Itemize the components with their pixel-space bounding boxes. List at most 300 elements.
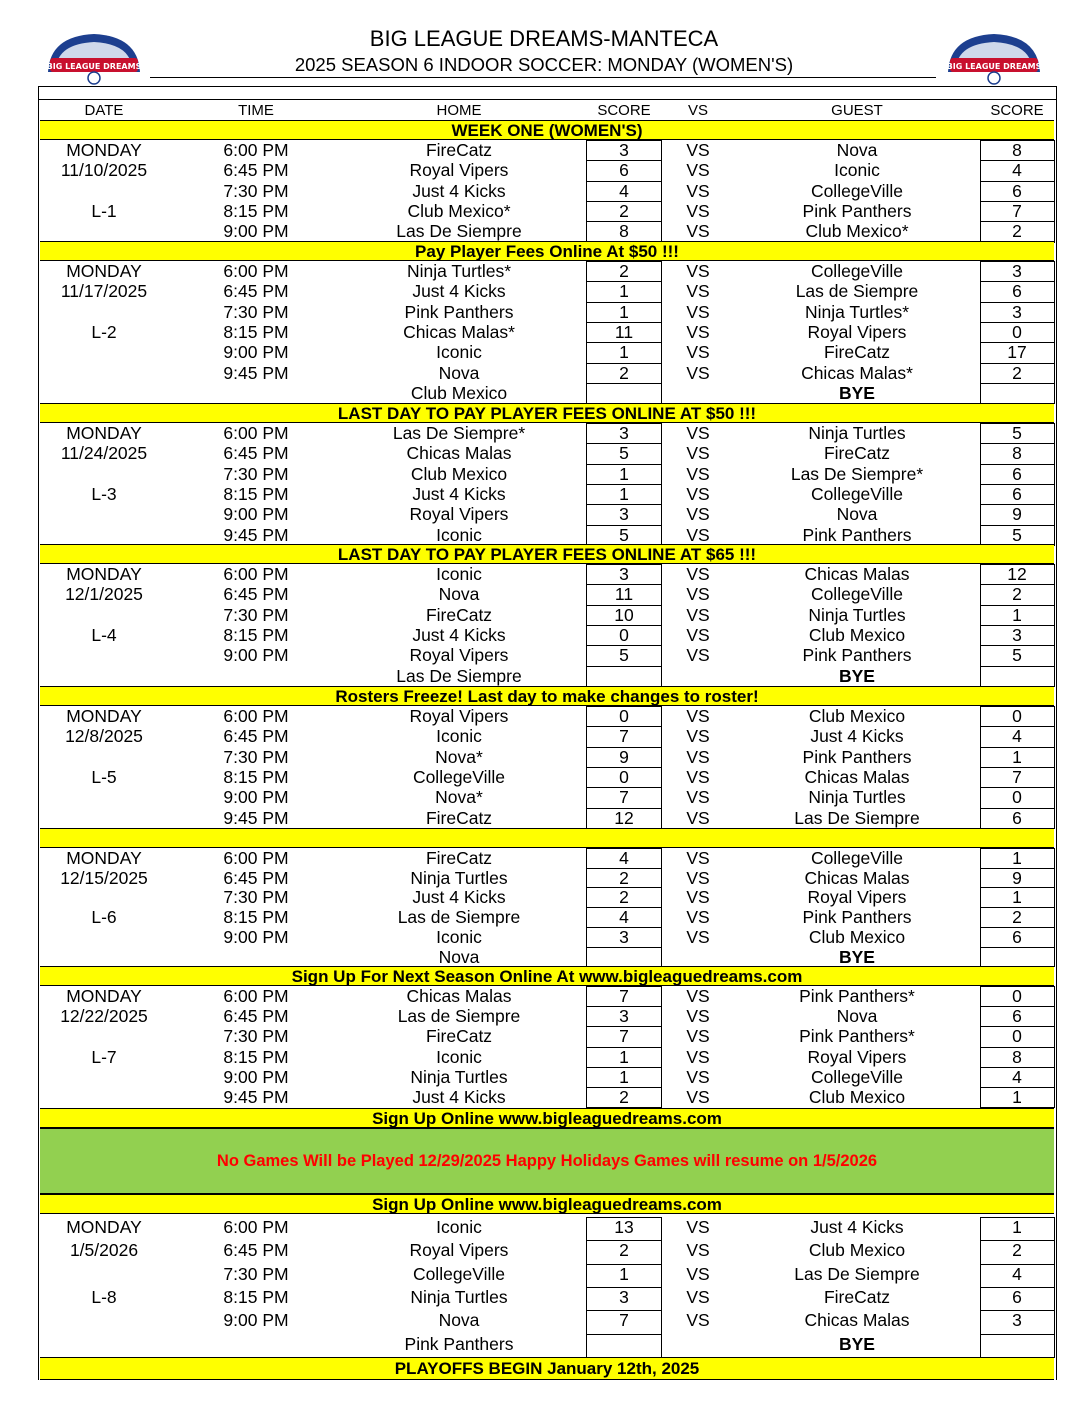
score-cell-rule: [980, 767, 1055, 768]
bye-team: Pink Panthers: [404, 1333, 514, 1354]
score-cell-rule: [586, 281, 662, 282]
score-cell-rule: [586, 201, 662, 202]
guest-score: 9: [1012, 504, 1022, 525]
home-score: 3: [619, 140, 629, 160]
home-score: 1: [619, 281, 629, 302]
vs-label: VS: [686, 524, 710, 545]
guest-team: Club Mexico: [808, 926, 906, 947]
game-time: 9:00 PM: [223, 1066, 289, 1087]
game-time: 8:15 PM: [223, 321, 289, 342]
home-score: 0: [619, 624, 629, 645]
score-cell-rule: [980, 605, 1055, 606]
guest-team: CollegeVille: [810, 1066, 904, 1087]
game-time: 6:45 PM: [223, 584, 289, 605]
score-cell-rule: [980, 584, 1055, 585]
guest-score: 6: [1012, 807, 1022, 828]
guest-team: Ninja Turtles: [808, 423, 906, 443]
guest-team: Las De Siempre: [794, 807, 920, 828]
column-header-5: GUEST: [831, 102, 883, 119]
score-cell-rule: [586, 605, 662, 606]
bye-row: [0, 666, 1088, 686]
column-header-2: HOME: [436, 102, 482, 119]
guest-score: 3: [1012, 1310, 1022, 1331]
game-day: MONDAY: [66, 986, 142, 1006]
guest-score: 0: [1012, 1026, 1022, 1047]
home-team: Chicas Malas: [406, 986, 512, 1006]
vs-label: VS: [686, 321, 710, 342]
game-time: 7:30 PM: [223, 301, 289, 322]
game-time: 6:00 PM: [223, 986, 289, 1006]
game-row: [0, 787, 1088, 807]
home-score: 1: [619, 342, 629, 363]
score-cell-rule: [586, 1026, 662, 1027]
guest-team: Chicas Malas: [804, 867, 910, 888]
score-cell-rule: [980, 383, 1055, 384]
guest-score: 1: [1012, 848, 1022, 868]
game-time: 7:30 PM: [223, 746, 289, 767]
game-time: 9:00 PM: [223, 221, 289, 242]
score-cell-rule: [980, 363, 1055, 364]
game-date: 11/24/2025: [60, 443, 148, 464]
game-date: 11/10/2025: [60, 160, 148, 181]
section-banner: Sign Up Online www.bigleaguedreams.com: [40, 1194, 1054, 1214]
home-team: Iconic: [436, 1046, 482, 1067]
vs-label: VS: [686, 807, 710, 828]
home-team: Just 4 Kicks: [412, 1087, 506, 1107]
guest-team: Chicas Malas: [804, 1310, 910, 1331]
game-row: [0, 645, 1088, 665]
vs-label: VS: [686, 726, 710, 747]
vs-label: VS: [686, 848, 710, 868]
home-score: 2: [619, 887, 629, 908]
game-row: [0, 504, 1088, 524]
score-cell-rule: [980, 747, 1055, 748]
guest-team: Pink Panthers*: [799, 986, 915, 1006]
guest-score: 1: [1012, 746, 1022, 767]
score-cell-rule: [586, 484, 662, 485]
home-team: Just 4 Kicks: [412, 887, 506, 908]
score-cell-rule: [586, 464, 662, 465]
home-score: 3: [619, 926, 629, 947]
guest-score: 1: [1012, 604, 1022, 625]
home-score: 2: [619, 1240, 629, 1261]
vs-label: VS: [686, 483, 710, 504]
game-time: 8:15 PM: [223, 766, 289, 787]
guest-team: Royal Vipers: [807, 1046, 907, 1067]
league-week-label: L-5: [91, 766, 117, 787]
game-row: [0, 887, 1088, 907]
home-team: Nova: [438, 584, 480, 605]
score-cell-rule: [586, 907, 662, 908]
home-team: Pink Panthers: [404, 301, 514, 322]
guest-score: 5: [1012, 524, 1022, 545]
guest-score: 5: [1012, 645, 1022, 666]
game-day: MONDAY: [66, 1217, 142, 1237]
game-row: [0, 1087, 1088, 1107]
home-team: Iconic: [436, 524, 482, 545]
guest-score: 6: [1012, 463, 1022, 484]
home-score: 2: [619, 1087, 629, 1107]
score-cell-rule: [586, 767, 662, 768]
score-cell-rule: [586, 525, 662, 526]
score-cell-rule: [980, 1310, 1055, 1311]
home-score: 2: [619, 261, 629, 281]
guest-team: CollegeVille: [810, 584, 904, 605]
game-row: [0, 140, 1088, 160]
game-time: 9:00 PM: [223, 787, 289, 808]
section-banner: LAST DAY TO PAY PLAYER FEES ONLINE AT $65 !!!: [40, 544, 1054, 564]
score-cell-rule: [586, 160, 662, 161]
guest-score: 8: [1012, 1046, 1022, 1067]
game-time: 6:00 PM: [223, 140, 289, 160]
home-score: 5: [619, 524, 629, 545]
guest-score: 6: [1012, 1006, 1022, 1027]
game-time: 9:00 PM: [223, 342, 289, 363]
guest-team: CollegeVille: [810, 261, 904, 281]
home-score-column: [586, 140, 662, 243]
game-row: [0, 221, 1088, 241]
home-team: FireCatz: [425, 604, 493, 625]
home-team: Las de Siempre: [397, 1006, 521, 1027]
vs-label: VS: [686, 1263, 710, 1284]
game-day: MONDAY: [66, 848, 142, 868]
game-row: [0, 363, 1088, 383]
game-row: [0, 1026, 1088, 1046]
guest-score: 2: [1012, 1240, 1022, 1261]
game-row: [0, 342, 1088, 362]
guest-score: 12: [1007, 564, 1027, 584]
home-team: Ninja Turtles: [410, 1286, 508, 1307]
guest-score: 6: [1012, 926, 1022, 947]
game-time: 6:00 PM: [223, 261, 289, 281]
home-team: Iconic: [436, 342, 482, 363]
game-date: 1/5/2026: [69, 1240, 139, 1261]
home-team: Royal Vipers: [409, 645, 509, 666]
page-title: BIG LEAGUE DREAMS-MANTECA: [369, 26, 719, 51]
game-day: MONDAY: [66, 261, 142, 281]
game-row: [0, 443, 1088, 463]
game-time: 9:00 PM: [223, 926, 289, 947]
vs-label: VS: [686, 1217, 710, 1237]
score-cell-rule: [586, 302, 662, 303]
home-team: Iconic: [436, 926, 482, 947]
score-cell-rule: [586, 1264, 662, 1265]
game-row: [0, 868, 1088, 888]
guest-score: 2: [1012, 907, 1022, 928]
guest-score: 6: [1012, 180, 1022, 201]
guest-score: 1: [1012, 1087, 1022, 1107]
game-day: MONDAY: [66, 706, 142, 726]
game-row: [0, 525, 1088, 545]
vs-label: VS: [686, 221, 710, 242]
guest-score: 5: [1012, 423, 1022, 443]
game-row: [0, 1006, 1088, 1026]
game-row: [0, 605, 1088, 625]
game-date: 12/15/2025: [60, 867, 148, 888]
svg-text:BIG LEAGUE DREAMS: BIG LEAGUE DREAMS: [946, 62, 1042, 71]
guest-score: 1: [1012, 1217, 1022, 1237]
home-score: 3: [619, 504, 629, 525]
score-cell-rule: [586, 625, 662, 626]
home-team: Just 4 Kicks: [412, 281, 506, 302]
score-cell-rule: [980, 887, 1055, 888]
home-score: 10: [614, 604, 634, 625]
score-cell-rule: [586, 363, 662, 364]
game-row: [0, 848, 1088, 868]
home-team: Las De Siempre: [396, 221, 522, 242]
score-cell-rule: [980, 1067, 1055, 1068]
score-cell-rule: [586, 808, 662, 809]
game-time: 6:00 PM: [223, 423, 289, 443]
bye-label: BYE: [839, 946, 875, 967]
vs-label: VS: [686, 1087, 710, 1107]
home-team: CollegeVille: [412, 1263, 506, 1284]
guest-team: Royal Vipers: [807, 887, 907, 908]
home-team: CollegeVille: [412, 766, 506, 787]
home-team: Iconic: [436, 726, 482, 747]
score-cell-rule: [980, 1264, 1055, 1265]
home-team: Nova: [438, 362, 480, 383]
home-score: 2: [619, 867, 629, 888]
home-score: 0: [619, 766, 629, 787]
league-week-label: L-4: [91, 624, 117, 645]
vs-label: VS: [686, 504, 710, 525]
score-cell-rule: [980, 525, 1055, 526]
guest-score: 17: [1007, 342, 1027, 363]
score-cell-rule: [980, 181, 1055, 182]
score-cell-rule: [980, 1026, 1055, 1027]
vs-label: VS: [686, 564, 710, 584]
home-team: Ninja Turtles*: [406, 261, 512, 281]
vs-label: VS: [686, 1006, 710, 1027]
guest-score: 3: [1012, 624, 1022, 645]
guest-score: 6: [1012, 1286, 1022, 1307]
guest-team: Club Mexico: [808, 1240, 906, 1261]
home-score: 4: [619, 907, 629, 928]
game-row: [0, 927, 1088, 947]
home-score: 0: [619, 706, 629, 726]
home-score: 7: [619, 986, 629, 1006]
guest-team: Nova: [836, 504, 878, 525]
bye-row: [0, 947, 1088, 967]
guest-score: 9: [1012, 867, 1022, 888]
score-cell-rule: [980, 322, 1055, 323]
bye-row: [0, 1334, 1088, 1357]
score-cell-rule: [586, 383, 662, 384]
home-score: 5: [619, 443, 629, 464]
score-cell-rule: [586, 1047, 662, 1048]
guest-team: FireCatz: [823, 1286, 891, 1307]
score-cell-rule: [980, 302, 1055, 303]
score-cell-rule: [586, 1310, 662, 1311]
home-team: Ninja Turtles: [410, 1066, 508, 1087]
game-row: [0, 1240, 1088, 1263]
score-cell-rule: [586, 1067, 662, 1068]
home-team: FireCatz: [425, 848, 493, 868]
guest-score: 2: [1012, 362, 1022, 383]
game-row: [0, 423, 1088, 443]
home-team: FireCatz: [425, 140, 493, 160]
guest-team: CollegeVille: [810, 180, 904, 201]
home-score: 3: [619, 1006, 629, 1027]
game-time: 9:45 PM: [223, 807, 289, 828]
game-row: [0, 726, 1088, 746]
score-cell-rule: [980, 947, 1055, 948]
score-cell-rule: [586, 645, 662, 646]
home-team: Club Mexico*: [407, 200, 511, 221]
game-row: [0, 625, 1088, 645]
guest-team: Club Mexico: [808, 624, 906, 645]
guest-team: Just 4 Kicks: [810, 726, 904, 747]
home-team: Nova: [438, 1310, 480, 1331]
vs-label: VS: [686, 787, 710, 808]
guest-team: Pink Panthers: [802, 524, 912, 545]
game-date: 11/17/2025: [60, 281, 148, 302]
game-row: [0, 584, 1088, 604]
score-cell-rule: [980, 666, 1055, 667]
game-day: MONDAY: [66, 564, 142, 584]
game-time: 7:30 PM: [223, 604, 289, 625]
game-row: [0, 1217, 1088, 1240]
guest-team: Las de Siempre: [795, 281, 919, 302]
vs-label: VS: [686, 1286, 710, 1307]
guest-score: 2: [1012, 221, 1022, 242]
vs-label: VS: [686, 281, 710, 302]
home-score: 5: [619, 645, 629, 666]
score-cell-rule: [980, 201, 1055, 202]
score-cell-rule: [980, 927, 1055, 928]
score-cell-rule: [586, 221, 662, 222]
home-team: Iconic: [436, 564, 482, 584]
guest-team: Nova: [836, 140, 878, 160]
home-score: 11: [614, 584, 634, 605]
game-time: 8:15 PM: [223, 1046, 289, 1067]
score-cell-rule: [586, 1240, 662, 1241]
game-time: 6:45 PM: [223, 726, 289, 747]
game-time: 6:45 PM: [223, 443, 289, 464]
guest-team: Ninja Turtles*: [804, 301, 910, 322]
score-cell-rule: [586, 1087, 662, 1088]
home-score: 4: [619, 180, 629, 201]
guest-team: Club Mexico: [808, 1087, 906, 1107]
guest-team: CollegeVille: [810, 848, 904, 868]
guest-score: 0: [1012, 986, 1022, 1006]
home-team: Royal Vipers: [409, 706, 509, 726]
score-cell-rule: [980, 907, 1055, 908]
game-row: [0, 1067, 1088, 1087]
score-cell-rule: [980, 625, 1055, 626]
score-cell-rule: [980, 726, 1055, 727]
game-time: 6:00 PM: [223, 1217, 289, 1237]
score-cell-rule: [980, 464, 1055, 465]
game-time: 7:30 PM: [223, 887, 289, 908]
guest-score: 7: [1012, 200, 1022, 221]
guest-team: Pink Panthers: [802, 645, 912, 666]
guest-team: Pink Panthers: [802, 907, 912, 928]
score-cell-rule: [980, 160, 1055, 161]
home-team: Club Mexico: [410, 463, 508, 484]
home-team: Royal Vipers: [409, 160, 509, 181]
vs-label: VS: [686, 443, 710, 464]
score-cell-rule: [980, 808, 1055, 809]
home-score: 7: [619, 787, 629, 808]
bye-team: Club Mexico: [410, 382, 508, 403]
game-row: [0, 706, 1088, 726]
score-cell-rule: [586, 887, 662, 888]
game-time: 6:00 PM: [223, 564, 289, 584]
vs-label: VS: [686, 140, 710, 160]
game-row: [0, 181, 1088, 201]
home-score: 8: [619, 221, 629, 242]
game-time: 6:45 PM: [223, 1240, 289, 1261]
game-time: 6:45 PM: [223, 160, 289, 181]
score-cell-rule: [980, 1006, 1055, 1007]
guest-score: 4: [1012, 726, 1022, 747]
home-score: 3: [619, 564, 629, 584]
guest-score: 8: [1012, 140, 1022, 160]
game-day: MONDAY: [66, 423, 142, 443]
page-subtitle: 2025 SEASON 6 INDOOR SOCCER: MONDAY (WOMEN'S): [294, 54, 794, 75]
home-team: FireCatz: [425, 807, 493, 828]
bye-label: BYE: [839, 382, 875, 403]
score-cell-rule: [586, 868, 662, 869]
home-score: 4: [619, 848, 629, 868]
home-score: 3: [619, 1286, 629, 1307]
column-header-3: SCORE: [597, 102, 651, 119]
big-league-dreams-logo: [40, 28, 148, 86]
guest-team: FireCatz: [823, 342, 891, 363]
guest-score: 1: [1012, 887, 1022, 908]
guest-team: Just 4 Kicks: [810, 1217, 904, 1237]
score-cell-rule: [586, 927, 662, 928]
vs-label: VS: [686, 1310, 710, 1331]
score-cell-rule: [980, 1287, 1055, 1288]
guest-team: Nova: [836, 1006, 878, 1027]
column-header-6: SCORE: [990, 102, 1044, 119]
score-cell-rule: [586, 504, 662, 505]
guest-score: 4: [1012, 1066, 1022, 1087]
game-row: [0, 808, 1088, 828]
section-banner: LAST DAY TO PAY PLAYER FEES ONLINE AT $50 !!!: [40, 403, 1054, 423]
home-team: Royal Vipers: [409, 504, 509, 525]
game-row: [0, 986, 1088, 1006]
vs-label: VS: [686, 887, 710, 908]
guest-team: Pink Panthers*: [799, 1026, 915, 1047]
guest-team: Ninja Turtles: [808, 604, 906, 625]
home-score: 1: [619, 463, 629, 484]
game-time: 6:45 PM: [223, 281, 289, 302]
vs-label: VS: [686, 766, 710, 787]
home-score: 1: [619, 1263, 629, 1284]
home-score: 1: [619, 1046, 629, 1067]
score-cell-rule: [586, 342, 662, 343]
home-team: Just 4 Kicks: [412, 180, 506, 201]
game-time: 7:30 PM: [223, 180, 289, 201]
vs-label: VS: [686, 261, 710, 281]
guest-score: 8: [1012, 443, 1022, 464]
home-score: 6: [619, 160, 629, 181]
bye-label: BYE: [839, 665, 875, 686]
home-score: 7: [619, 1310, 629, 1331]
league-week-label: L-8: [91, 1286, 117, 1307]
vs-label: VS: [686, 706, 710, 726]
guest-team: Pink Panthers: [802, 746, 912, 767]
score-cell-rule: [586, 1006, 662, 1007]
game-row: [0, 1264, 1088, 1287]
game-row: [0, 767, 1088, 787]
league-week-label: L-2: [91, 321, 117, 342]
guest-score: 4: [1012, 1263, 1022, 1284]
